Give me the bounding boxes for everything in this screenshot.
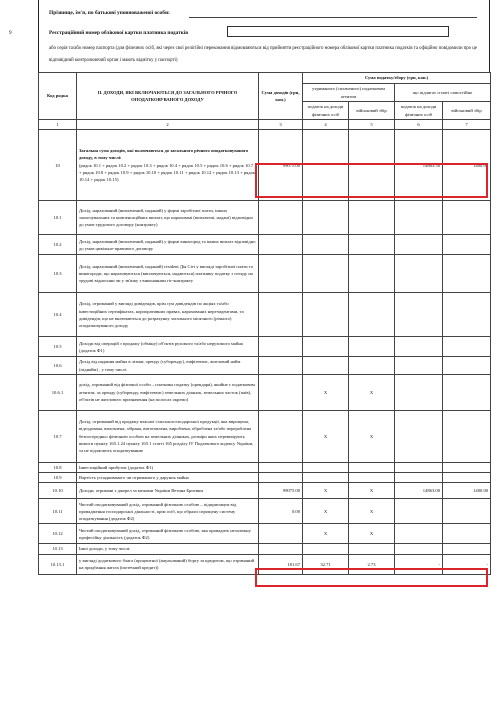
military-self-cell[interactable] (443, 201, 491, 235)
header-section-title: II. ДОХОДИ, ЯКІ ВКЛЮЧАЮТЬСЯ ДО ЗАГАЛЬНОГО РІЧНОГО ОПОДАТКОВУВАНОГО ДОХОДУ (77, 73, 259, 120)
income-table (38, 72, 491, 575)
row-description (77, 462, 259, 472)
military-self-cell[interactable] (443, 473, 491, 483)
table-row (39, 374, 491, 410)
authorized-person-label: Прізвище, ім'я, по батькові уповноваженої особи: (49, 10, 170, 16)
income-amount-cell[interactable]: 99075.00 (259, 483, 303, 499)
military-withheld-cell[interactable] (349, 544, 395, 554)
military-withheld-cell[interactable]: X (349, 483, 395, 499)
pdfo-withheld-cell[interactable]: X (303, 374, 349, 410)
income-amount-cell[interactable] (259, 462, 303, 472)
row-text: Дохід від надання майна в лізинг, оренду (суборенду), емфітевзис, житловий найм (піднайм) , у тому числі: (79, 359, 241, 372)
row-description (77, 255, 259, 293)
row-code: 10.12 (39, 524, 77, 544)
pdfo-withheld-cell[interactable] (303, 130, 349, 201)
row-text: Чистий оподатковуваний дохід, отриманий фізичною особою – підприємцем від провадження господарської діяльності, крім осіб, що обрали спрощену систему оподаткування (додаток Ф2) (79, 501, 237, 522)
column-number: 4 (303, 120, 349, 130)
row-code: 10.13.1 (39, 554, 77, 574)
row-description (77, 201, 259, 235)
header-withheld: утриманого (сплаченого) податковим агентом (303, 84, 395, 102)
row-code: 10.7 (39, 410, 77, 462)
pdfo-self-cell[interactable]: - (395, 554, 443, 574)
income-amount-cell[interactable] (259, 357, 303, 375)
table-row (39, 410, 491, 462)
military-self-cell[interactable] (443, 462, 491, 472)
row-description (77, 483, 259, 499)
row-text: Доходи, отримані з джерел за межами України Ветина Бритвни (79, 488, 203, 494)
header-military-withheld: військовий збір (349, 102, 395, 120)
row-code: 10.13 (39, 544, 77, 554)
row-description (77, 524, 259, 544)
military-self-cell[interactable] (443, 255, 491, 293)
military-withheld-cell[interactable]: X (349, 524, 395, 544)
pdfo-withheld-cell[interactable]: X (303, 524, 349, 544)
column-number: 6 (395, 120, 443, 130)
row-text: Дохід, нарахований (виплачений, наданий) у формі заробітної плати, інших заохочувальних та компенсаційних виплат, що нараховані (виплачені, надані) відповідно до умов трудового договору (контракту) (79, 207, 253, 228)
military-withheld-cell[interactable] (349, 201, 395, 235)
table-row (39, 483, 491, 499)
authorized-person-field[interactable] (189, 17, 477, 18)
military-withheld-cell[interactable] (349, 357, 395, 375)
military-self-cell[interactable] (443, 235, 491, 255)
row-text: у вигляді додаткового блага (процентної (анульований) боргу за кредитом, що отриманий на придбання житла (іпотечний кредит)) (79, 557, 255, 571)
header-self-paid: що підлягає сплаті самостійно (395, 84, 491, 102)
row-text: Дохід, нарахований (виплачений, наданий) у формі винагород та інших виплат відповідно до умов цивільно-правового договору (79, 238, 256, 251)
pdfo-withheld-cell[interactable] (303, 293, 349, 337)
military-withheld-cell[interactable] (349, 255, 395, 293)
military-self-cell[interactable]: 1400.00 (443, 130, 491, 201)
table-row (39, 499, 491, 524)
pdfo-withheld-cell[interactable] (303, 201, 349, 235)
table-row (39, 473, 491, 483)
pdfo-self-cell[interactable] (395, 255, 443, 293)
pdfo-self-cell[interactable] (395, 235, 443, 255)
table-row (39, 524, 491, 544)
table-row (39, 337, 491, 357)
row-text: (рядок 10.1 + рядок 10.2 + рядок 10.3 + рядок 10.4 + рядок 10.5 + рядок 10.6 + рядок 10.7 + рядок 10.8 + рядок 10.9 + рядок 10.10 + рядок 10.11 + рядок 10.12 + рядок 10.13 + рядок 10.14 + рядок 10.15) (79, 162, 256, 183)
column-number: 7 (443, 120, 491, 130)
column-number: 5 (349, 120, 395, 130)
table-row (39, 462, 491, 472)
income-amount-cell[interactable] (259, 524, 303, 544)
table-row (39, 255, 491, 293)
row-description (77, 293, 259, 337)
military-withheld-cell[interactable] (349, 235, 395, 255)
military-withheld-cell[interactable]: X (349, 499, 395, 524)
pdfo-self-cell[interactable] (395, 374, 443, 410)
row-code: 10.10 (39, 483, 77, 499)
military-withheld-cell[interactable] (349, 473, 395, 483)
pdfo-withheld-cell[interactable]: X (303, 410, 349, 462)
row-text: Доходи від операцій з продажу (обміну) об'єктів рухомого та/або нерухомого майна (додаток Ф1) (79, 340, 243, 353)
pdfo-self-cell[interactable] (395, 524, 443, 544)
income-amount-cell[interactable]: 99075.00 (259, 130, 303, 201)
income-amount-cell[interactable] (259, 255, 303, 293)
row-text: дохід, отриманий від фізичної особи – платника податку (орендаря), якийне є податковим агентом, за оренду (суборенду, емфітевзис) земельних ділянок, земельних часток (паїв), об'єктів не житлового призначення (на полосах окремо) (79, 382, 255, 403)
pdfo-self-cell[interactable]: 14863.00 (395, 483, 443, 499)
column-number: 2 (77, 120, 259, 130)
row-code: 10.5 (39, 337, 77, 357)
table-row (39, 201, 491, 235)
column-number: 1 (39, 120, 77, 130)
row-title: Загальна сума доходів, які включаються до загального річного оподатковуваного доходу, в тому числі: (79, 148, 249, 161)
military-withheld-cell[interactable] (349, 337, 395, 357)
pdfo-withheld-cell[interactable] (303, 337, 349, 357)
column-number: 3 (259, 120, 303, 130)
row-text: Інвестиційний прибуток (додаток Ф1) (79, 464, 154, 470)
row-code: 10 (39, 130, 77, 201)
pdfo-withheld-cell[interactable]: X (303, 499, 349, 524)
table-row (39, 544, 491, 554)
military-self-cell[interactable] (443, 499, 491, 524)
income-amount-cell[interactable]: 0.00 (259, 499, 303, 524)
row-text: Дохід, отриманий від продажу власної сільськогосподарської продукції, яка вирощена, відгодована, виловлена, зібрана, виготовлена, вироблена, оброблена та/або перероблена безпосередньо фізичною особою на земельних ділянках, розміри яких перевищують вимоги пункту 165.1.24 пункту 165.1 статті 165 розділу IV Податкового кодексу України, та не підлягають оподаткуванню (79, 419, 254, 454)
military-self-cell[interactable] (443, 374, 491, 410)
row-description (77, 410, 259, 462)
pdfo-withheld-cell[interactable] (303, 357, 349, 375)
pdfo-withheld-cell[interactable] (303, 544, 349, 554)
military-self-cell[interactable] (443, 410, 491, 462)
pdfo-self-cell[interactable] (395, 473, 443, 483)
row-description (77, 473, 259, 483)
military-self-cell[interactable] (443, 544, 491, 554)
income-amount-cell[interactable] (259, 410, 303, 462)
income-amount-cell[interactable] (259, 201, 303, 235)
military-withheld-cell[interactable] (349, 462, 395, 472)
row-code: 10.2 (39, 235, 77, 255)
pdfo-self-cell[interactable]: 14863.50 (395, 130, 443, 201)
pdfo-withheld-cell[interactable] (303, 235, 349, 255)
military-withheld-cell[interactable]: X (349, 410, 395, 462)
row-code: 10.9 (39, 473, 77, 483)
pdfo-withheld-cell[interactable] (303, 255, 349, 293)
income-amount-cell[interactable] (259, 235, 303, 255)
pdfo-self-cell[interactable] (395, 201, 443, 235)
pdfo-self-cell[interactable] (395, 293, 443, 337)
header-military-self: військовий збір (443, 102, 491, 120)
row-code: 10.1 (39, 201, 77, 235)
row-text: Інші доходи, у тому числі: (79, 546, 131, 552)
income-amount-cell[interactable] (259, 374, 303, 410)
row-description (77, 544, 259, 554)
row-description (77, 374, 259, 410)
row9-title: Реєстраційний номер облікової картки платника податків (49, 30, 189, 36)
military-withheld-cell[interactable]: 2.73 (349, 554, 395, 574)
pdfo-self-cell[interactable] (395, 357, 443, 375)
header-pdfo-self: податок на доходи фізичних осіб (395, 102, 443, 120)
row-code: 10.4 (39, 293, 77, 337)
tax-id-field[interactable] (227, 26, 449, 37)
pdfo-withheld-cell[interactable] (303, 473, 349, 483)
table-row (39, 293, 491, 337)
military-self-cell[interactable]: - (443, 554, 491, 574)
military-self-cell[interactable] (443, 293, 491, 337)
declaration-top-section (9, 0, 490, 72)
military-withheld-cell[interactable] (349, 130, 395, 201)
row-text: Вартість успадкованого чи отриманого у дарунок майна (79, 475, 189, 481)
pdfo-self-cell[interactable] (395, 410, 443, 462)
pdfo-withheld-cell[interactable]: 32.71 (303, 554, 349, 574)
row-description (77, 130, 259, 201)
row-code: 10.3 (39, 255, 77, 293)
row9-number: 9 (9, 30, 12, 36)
income-amount-cell[interactable] (259, 337, 303, 357)
row-code: 10.6.1 (39, 374, 77, 410)
row-description (77, 337, 259, 357)
row-code: 10.8 (39, 462, 77, 472)
pdfo-withheld-cell[interactable]: X (303, 483, 349, 499)
pdfo-self-cell[interactable] (395, 462, 443, 472)
header-tax-group: Сума податку/збору (грн, коп.) (303, 73, 491, 84)
table-row (39, 554, 491, 574)
pdfo-self-cell[interactable] (395, 499, 443, 524)
row-description (77, 357, 259, 375)
table-row (39, 235, 491, 255)
table-row (39, 357, 491, 375)
pdfo-self-cell[interactable] (395, 337, 443, 357)
row-description (77, 235, 259, 255)
table-row (39, 130, 491, 201)
declaration-sheet (9, 0, 490, 571)
row-text: Дохід, нарахований (виплачений, наданий) resident Дія Сіті у вигляді заробітної плати та винагороди, що нараховуються (виплачуються, надаються) платнику податку з огляду на трудові відносини чи у зв'язку з виконанням гіг-контракту (79, 263, 253, 284)
row-code: 10.11 (39, 499, 77, 524)
pdfo-self-cell[interactable] (395, 544, 443, 554)
income-amount-cell[interactable]: 181.67 (259, 554, 303, 574)
pdfo-withheld-cell[interactable] (303, 462, 349, 472)
row-code: 10.6 (39, 357, 77, 375)
income-amount-cell[interactable] (259, 473, 303, 483)
military-self-cell[interactable] (443, 357, 491, 375)
row9-note: або серія та/або номер паспорта (для фізичних осіб, які через свої релігійні переконання відмовляються від прийняття реєстраційного номера облікової картки платника податків та офіційно повідомили про це відповідний контролюючий орган і мають відмітку у паспорті) (49, 46, 477, 63)
military-self-cell[interactable]: 1400.00 (443, 483, 491, 499)
row-text: Дохід, отриманий у вигляді дивідендів, крім сум дивідендів по акціях та/або інвестиційних сертифікатах, корпоративних правах, нарахованих нерезидентами, та дивідендів, що не включаються до розрахунку загального місячного (річного) оподатковуваного доходу (79, 301, 244, 329)
military-self-cell[interactable] (443, 337, 491, 357)
income-amount-cell[interactable] (259, 293, 303, 337)
header-code: Код рядка (39, 73, 77, 120)
header-pdfo-withheld: податок на доходи фізичних осіб (303, 102, 349, 120)
header-income: Сума доходів (грн, коп.) (259, 73, 303, 120)
row-description (77, 554, 259, 574)
income-amount-cell[interactable] (259, 544, 303, 554)
military-withheld-cell[interactable]: X (349, 374, 395, 410)
row-text: Чистий оподатковуваний дохід, отриманий фізичною особою, яка провадить незалежну професійну діяльність (додаток Ф2) (79, 527, 251, 540)
row-description (77, 499, 259, 524)
military-withheld-cell[interactable] (349, 293, 395, 337)
military-self-cell[interactable] (443, 524, 491, 544)
